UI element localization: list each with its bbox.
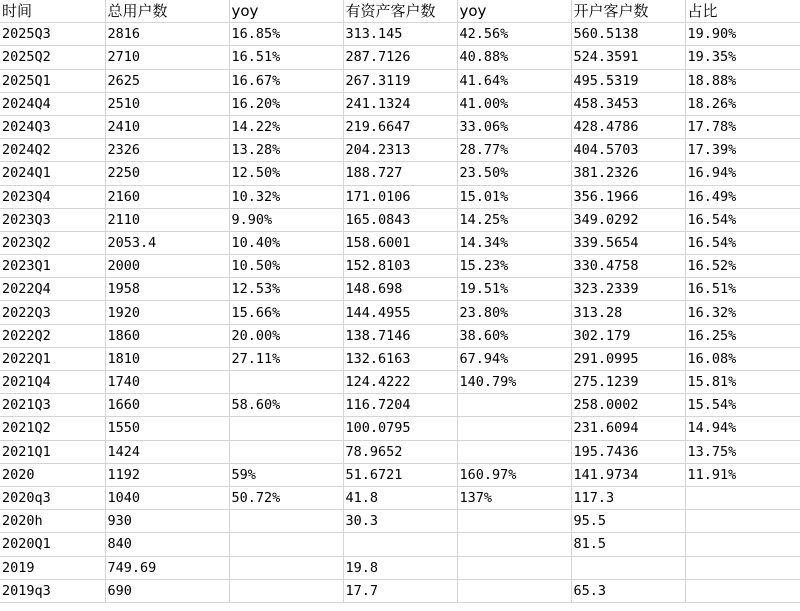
table-row bbox=[0, 115, 800, 138]
table-cell[interactable] bbox=[229, 417, 343, 440]
table-row bbox=[0, 440, 800, 463]
table-cell[interactable]: 2022Q3 bbox=[0, 301, 105, 324]
table-cell[interactable]: 2020h bbox=[0, 510, 105, 533]
table-cell[interactable]: 2816 bbox=[105, 23, 229, 46]
table-cell[interactable]: 137% bbox=[457, 486, 571, 509]
table-cell[interactable] bbox=[229, 371, 343, 394]
table-cell[interactable]: 144.4955 bbox=[343, 301, 457, 324]
table-cell[interactable]: 2021Q1 bbox=[0, 440, 105, 463]
table-cell[interactable]: 165.0843 bbox=[343, 208, 457, 231]
header-cell-time[interactable]: 时间 bbox=[0, 0, 105, 23]
table-cell[interactable]: 323.2339 bbox=[571, 278, 685, 301]
table-cell[interactable]: 1424 bbox=[105, 440, 229, 463]
table-cell[interactable]: 19.35% bbox=[685, 46, 800, 69]
table-cell[interactable] bbox=[685, 579, 800, 602]
table-cell[interactable] bbox=[457, 579, 571, 602]
table-cell[interactable]: 14.94% bbox=[685, 417, 800, 440]
table-cell[interactable]: 1660 bbox=[105, 394, 229, 417]
table-cell[interactable]: 16.32% bbox=[685, 301, 800, 324]
table-cell[interactable] bbox=[457, 394, 571, 417]
table-cell[interactable]: 2019q3 bbox=[0, 579, 105, 602]
table-cell[interactable]: 14.34% bbox=[457, 231, 571, 254]
table-cell[interactable]: 840 bbox=[105, 533, 229, 556]
table-row bbox=[0, 510, 800, 533]
table-cell[interactable]: 560.5138 bbox=[571, 23, 685, 46]
header-cell-asset-clients[interactable]: 有资产客户数 bbox=[343, 0, 457, 23]
table-row bbox=[0, 278, 800, 301]
table-row bbox=[0, 579, 800, 602]
table-cell[interactable]: 15.01% bbox=[457, 185, 571, 208]
table-row bbox=[0, 92, 800, 115]
table-cell[interactable]: 41.00% bbox=[457, 92, 571, 115]
table-cell[interactable]: 302.179 bbox=[571, 324, 685, 347]
table-cell[interactable]: 152.8103 bbox=[343, 255, 457, 278]
table-cell[interactable] bbox=[685, 510, 800, 533]
table-cell[interactable]: 2022Q1 bbox=[0, 347, 105, 370]
table-cell[interactable]: 2022Q4 bbox=[0, 278, 105, 301]
table-cell[interactable]: 41.8 bbox=[343, 486, 457, 509]
table-cell[interactable]: 51.6721 bbox=[343, 463, 457, 486]
table-cell[interactable]: 41.64% bbox=[457, 69, 571, 92]
table-row bbox=[0, 139, 800, 162]
table-cell[interactable]: 15.81% bbox=[685, 371, 800, 394]
table-cell[interactable]: 291.0995 bbox=[571, 347, 685, 370]
table-cell[interactable]: 17.7 bbox=[343, 579, 457, 602]
table-row bbox=[0, 533, 800, 556]
table-cell[interactable]: 2625 bbox=[105, 69, 229, 92]
table-cell[interactable]: 2025Q1 bbox=[0, 69, 105, 92]
table-cell[interactable]: 404.5703 bbox=[571, 139, 685, 162]
table-cell[interactable]: 524.3591 bbox=[571, 46, 685, 69]
table-cell[interactable]: 2023Q2 bbox=[0, 231, 105, 254]
table-cell[interactable]: 313.28 bbox=[571, 301, 685, 324]
table-cell[interactable]: 2510 bbox=[105, 92, 229, 115]
table-cell[interactable]: 20.00% bbox=[229, 324, 343, 347]
table-cell[interactable]: 16.52% bbox=[685, 255, 800, 278]
table-row bbox=[0, 324, 800, 347]
table-cell[interactable]: 16.67% bbox=[229, 69, 343, 92]
table-cell[interactable]: 14.22% bbox=[229, 115, 343, 138]
table-cell[interactable]: 19.51% bbox=[457, 278, 571, 301]
table-cell[interactable]: 10.40% bbox=[229, 231, 343, 254]
table-cell[interactable]: 2024Q4 bbox=[0, 92, 105, 115]
table-cell[interactable]: 50.72% bbox=[229, 486, 343, 509]
table-cell[interactable]: 16.94% bbox=[685, 162, 800, 185]
table-cell[interactable] bbox=[229, 510, 343, 533]
table-cell[interactable]: 171.0106 bbox=[343, 185, 457, 208]
table-cell[interactable]: 258.0002 bbox=[571, 394, 685, 417]
table-cell[interactable]: 100.0795 bbox=[343, 417, 457, 440]
table-cell[interactable]: 458.3453 bbox=[571, 92, 685, 115]
table-cell[interactable]: 2020 bbox=[0, 463, 105, 486]
table-cell[interactable]: 2110 bbox=[105, 208, 229, 231]
table-cell[interactable]: 140.79% bbox=[457, 371, 571, 394]
table-cell[interactable]: 38.60% bbox=[457, 324, 571, 347]
header-row bbox=[0, 0, 800, 23]
table-cell[interactable]: 9.90% bbox=[229, 208, 343, 231]
table-cell[interactable] bbox=[685, 486, 800, 509]
table-cell[interactable]: 116.7204 bbox=[343, 394, 457, 417]
table-cell[interactable]: 241.1324 bbox=[343, 92, 457, 115]
table-cell[interactable]: 2025Q3 bbox=[0, 23, 105, 46]
table-cell[interactable] bbox=[685, 556, 800, 579]
table-cell[interactable]: 65.3 bbox=[571, 579, 685, 602]
table-cell[interactable]: 2023Q1 bbox=[0, 255, 105, 278]
table-cell[interactable]: 58.60% bbox=[229, 394, 343, 417]
table-cell[interactable]: 275.1239 bbox=[571, 371, 685, 394]
table-body bbox=[0, 23, 800, 603]
table-row bbox=[0, 185, 800, 208]
table-cell[interactable]: 2020q3 bbox=[0, 486, 105, 509]
table-cell[interactable]: 16.25% bbox=[685, 324, 800, 347]
table-cell[interactable]: 18.88% bbox=[685, 69, 800, 92]
header-cell-total-users[interactable]: 总用户数 bbox=[105, 0, 229, 23]
table-cell[interactable]: 2025Q2 bbox=[0, 46, 105, 69]
table-cell[interactable]: 16.51% bbox=[685, 278, 800, 301]
table-cell[interactable]: 13.28% bbox=[229, 139, 343, 162]
table-row bbox=[0, 394, 800, 417]
table-cell[interactable]: 267.3119 bbox=[343, 69, 457, 92]
table-cell[interactable]: 1550 bbox=[105, 417, 229, 440]
table-cell[interactable]: 19.8 bbox=[343, 556, 457, 579]
table-cell[interactable]: 495.5319 bbox=[571, 69, 685, 92]
table-cell[interactable] bbox=[229, 556, 343, 579]
table-cell[interactable]: 313.145 bbox=[343, 23, 457, 46]
table-row bbox=[0, 23, 800, 46]
table-cell[interactable]: 2021Q2 bbox=[0, 417, 105, 440]
table-cell[interactable] bbox=[571, 556, 685, 579]
table-cell[interactable]: 16.54% bbox=[685, 231, 800, 254]
table-cell[interactable]: 15.23% bbox=[457, 255, 571, 278]
table-cell[interactable]: 1192 bbox=[105, 463, 229, 486]
table-cell[interactable]: 2710 bbox=[105, 46, 229, 69]
table-cell[interactable]: 17.39% bbox=[685, 139, 800, 162]
table-cell[interactable]: 16.54% bbox=[685, 208, 800, 231]
table-cell[interactable]: 231.6094 bbox=[571, 417, 685, 440]
table-cell[interactable]: 2024Q2 bbox=[0, 139, 105, 162]
table-cell[interactable]: 1860 bbox=[105, 324, 229, 347]
table-cell[interactable] bbox=[229, 533, 343, 556]
table-cell[interactable]: 381.2326 bbox=[571, 162, 685, 185]
table-cell[interactable]: 1810 bbox=[105, 347, 229, 370]
table-cell[interactable]: 2022Q2 bbox=[0, 324, 105, 347]
table-cell[interactable]: 428.4786 bbox=[571, 115, 685, 138]
table-cell[interactable] bbox=[229, 579, 343, 602]
table-cell[interactable]: 2053.4 bbox=[105, 231, 229, 254]
table-cell[interactable]: 148.698 bbox=[343, 278, 457, 301]
table-cell[interactable]: 78.9652 bbox=[343, 440, 457, 463]
table-cell[interactable]: 2410 bbox=[105, 115, 229, 138]
table-row bbox=[0, 208, 800, 231]
table-cell[interactable]: 339.5654 bbox=[571, 231, 685, 254]
table-cell[interactable]: 1958 bbox=[105, 278, 229, 301]
table-cell[interactable] bbox=[343, 533, 457, 556]
table-row bbox=[0, 417, 800, 440]
table-cell[interactable]: 219.6647 bbox=[343, 115, 457, 138]
table-cell[interactable]: 13.75% bbox=[685, 440, 800, 463]
table-cell[interactable]: 2019 bbox=[0, 556, 105, 579]
table-cell[interactable]: 12.53% bbox=[229, 278, 343, 301]
table-cell[interactable]: 124.4222 bbox=[343, 371, 457, 394]
table-cell[interactable]: 59% bbox=[229, 463, 343, 486]
table-cell[interactable]: 10.50% bbox=[229, 255, 343, 278]
table-row bbox=[0, 486, 800, 509]
table-cell[interactable]: 23.50% bbox=[457, 162, 571, 185]
table-cell[interactable] bbox=[457, 510, 571, 533]
table-cell[interactable]: 14.25% bbox=[457, 208, 571, 231]
table-cell[interactable]: 2250 bbox=[105, 162, 229, 185]
table-cell[interactable]: 15.54% bbox=[685, 394, 800, 417]
table-cell[interactable] bbox=[229, 440, 343, 463]
table-cell[interactable]: 23.80% bbox=[457, 301, 571, 324]
table-row bbox=[0, 162, 800, 185]
table-row bbox=[0, 556, 800, 579]
table-cell[interactable]: 1040 bbox=[105, 486, 229, 509]
table-cell[interactable]: 12.50% bbox=[229, 162, 343, 185]
table-cell[interactable] bbox=[685, 533, 800, 556]
table-cell[interactable]: 27.11% bbox=[229, 347, 343, 370]
table-cell[interactable]: 2160 bbox=[105, 185, 229, 208]
table-cell[interactable]: 2023Q3 bbox=[0, 208, 105, 231]
table-cell[interactable]: 40.88% bbox=[457, 46, 571, 69]
table-row bbox=[0, 255, 800, 278]
table-cell[interactable]: 117.3 bbox=[571, 486, 685, 509]
table-cell[interactable]: 81.5 bbox=[571, 533, 685, 556]
table-cell[interactable]: 95.5 bbox=[571, 510, 685, 533]
table-cell[interactable]: 10.32% bbox=[229, 185, 343, 208]
table-cell[interactable]: 2326 bbox=[105, 139, 229, 162]
table-cell[interactable]: 33.06% bbox=[457, 115, 571, 138]
table-cell[interactable]: 16.49% bbox=[685, 185, 800, 208]
table-row bbox=[0, 347, 800, 370]
table-cell[interactable]: 28.77% bbox=[457, 139, 571, 162]
table-cell[interactable]: 160.97% bbox=[457, 463, 571, 486]
table-cell[interactable]: 15.66% bbox=[229, 301, 343, 324]
table-cell[interactable]: 138.7146 bbox=[343, 324, 457, 347]
table-row bbox=[0, 46, 800, 69]
header-cell-yoy-assets[interactable]: yoy bbox=[457, 0, 571, 23]
table-cell[interactable]: 1740 bbox=[105, 371, 229, 394]
table-cell[interactable]: 2023Q4 bbox=[0, 185, 105, 208]
table-cell[interactable]: 17.78% bbox=[685, 115, 800, 138]
table-cell[interactable]: 930 bbox=[105, 510, 229, 533]
header-cell-yoy[interactable]: yoy bbox=[229, 0, 343, 23]
table-cell[interactable]: 2021Q4 bbox=[0, 371, 105, 394]
table-cell[interactable]: 16.51% bbox=[229, 46, 343, 69]
table-cell[interactable]: 67.94% bbox=[457, 347, 571, 370]
table-row bbox=[0, 69, 800, 92]
table-cell[interactable]: 188.727 bbox=[343, 162, 457, 185]
table-cell[interactable]: 690 bbox=[105, 579, 229, 602]
table-cell[interactable]: 18.26% bbox=[685, 92, 800, 115]
table-cell[interactable]: 16.08% bbox=[685, 347, 800, 370]
table-cell[interactable]: 16.85% bbox=[229, 23, 343, 46]
table-cell[interactable]: 2024Q1 bbox=[0, 162, 105, 185]
table-cell[interactable] bbox=[457, 417, 571, 440]
table-cell[interactable]: 42.56% bbox=[457, 23, 571, 46]
table-cell[interactable]: 349.0292 bbox=[571, 208, 685, 231]
table-cell[interactable]: 16.20% bbox=[229, 92, 343, 115]
table-cell[interactable]: 749.69 bbox=[105, 556, 229, 579]
table-row bbox=[0, 301, 800, 324]
table-cell[interactable]: 204.2313 bbox=[343, 139, 457, 162]
table-row bbox=[0, 463, 800, 486]
table-cell[interactable]: 158.6001 bbox=[343, 231, 457, 254]
table-row bbox=[0, 371, 800, 394]
table-cell[interactable]: 330.4758 bbox=[571, 255, 685, 278]
table-cell[interactable] bbox=[457, 533, 571, 556]
table-cell[interactable]: 30.3 bbox=[343, 510, 457, 533]
table-cell[interactable]: 356.1966 bbox=[571, 185, 685, 208]
table-cell[interactable]: 141.9734 bbox=[571, 463, 685, 486]
table-cell[interactable]: 1920 bbox=[105, 301, 229, 324]
table-cell[interactable]: 2024Q3 bbox=[0, 115, 105, 138]
table-cell[interactable]: 287.7126 bbox=[343, 46, 457, 69]
table-cell[interactable] bbox=[457, 440, 571, 463]
table-cell[interactable]: 19.90% bbox=[685, 23, 800, 46]
header-cell-opened-accounts[interactable]: 开户客户数 bbox=[571, 0, 685, 23]
table-cell[interactable]: 2020Q1 bbox=[0, 533, 105, 556]
table-cell[interactable]: 2000 bbox=[105, 255, 229, 278]
table-cell[interactable]: 195.7436 bbox=[571, 440, 685, 463]
table-cell[interactable]: 132.6163 bbox=[343, 347, 457, 370]
header-cell-ratio[interactable]: 占比 bbox=[685, 0, 800, 23]
table-cell[interactable] bbox=[457, 556, 571, 579]
table-cell[interactable]: 2021Q3 bbox=[0, 394, 105, 417]
table-row bbox=[0, 231, 800, 254]
table-cell[interactable]: 11.91% bbox=[685, 463, 800, 486]
